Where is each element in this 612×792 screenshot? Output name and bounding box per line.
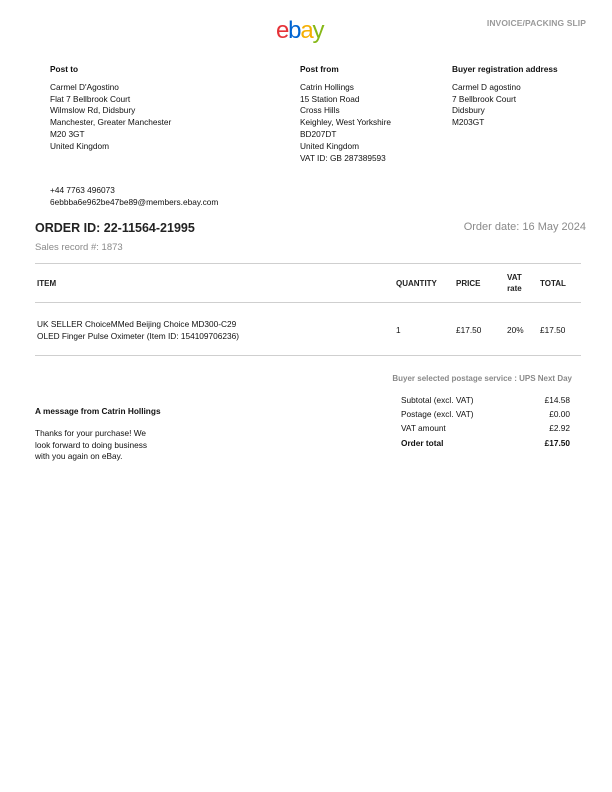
post-from-heading: Post from [300,64,339,74]
buyer-registration-heading: Buyer registration address [452,64,558,74]
table-row-item [37,319,239,342]
seller-message-line: look forward to doing business [35,439,148,450]
ebay-logo [276,16,338,46]
buyer-registration-line: Carmel D agostino [452,81,521,92]
vat-amount-label: VAT amount [401,423,446,433]
post-to-line: M20 3GT [50,128,85,139]
post-from-line: 15 Station Road [300,93,360,104]
column-header-vat-rate [507,272,522,294]
vat-amount-value: £2.92 [549,423,570,433]
post-from-line: Catrin Hollings [300,81,354,92]
subtotal-value: £14.58 [544,395,570,405]
column-header-item: ITEM [37,279,57,288]
row-vat-rate: 20% [507,325,524,335]
order-total-label: Order total [401,438,444,448]
column-header-vat-line2: rate [507,284,522,293]
post-from-line: Cross Hills [300,105,340,116]
ebay-logo-icon [276,16,338,46]
order-total-value: £17.50 [544,438,570,448]
buyer-email: 6ebbba6e962be47be89@members.ebay.com [50,196,219,207]
order-date: Order date: 16 May 2024 [463,221,586,233]
post-to-line: United Kingdom [50,140,110,151]
seller-message-heading: A message from Catrin Hollings [35,406,161,416]
post-from-line: United Kingdom [300,140,360,151]
row-quantity: 1 [396,325,401,335]
logo-letter-e: e [276,17,289,44]
seller-message-line: with you again on eBay. [35,451,123,461]
post-from-line: BD207DT [300,128,337,139]
table-top-divider [35,263,581,264]
column-header-quantity: QUANTITY [396,279,437,288]
seller-message-line: Thanks for your purchase! We [35,428,146,438]
subtotal-label: Subtotal (excl. VAT) [401,395,474,405]
postage-value: £0.00 [549,409,570,419]
post-from-line: Keighley, West Yorkshire [300,117,392,128]
column-header-price: PRICE [456,279,481,288]
buyer-registration-line: Didsbury [452,105,485,116]
sales-record: Sales record #: 1873 [35,242,123,253]
buyer-phone: +44 7763 496073 [50,185,115,195]
post-from-block [300,64,391,164]
document-type: INVOICE/PACKING SLIP [486,18,586,28]
postage-label: Postage (excl. VAT) [401,409,474,419]
table-header-divider [35,302,581,303]
logo-letter-y: y [312,17,324,44]
row-price: £17.50 [456,325,482,335]
row-total: £17.50 [540,325,566,335]
column-header-vat-line1: VAT [507,273,522,282]
buyer-registration-line: 7 Bellbrook Court [452,93,517,104]
buyer-registration-line: M203GT [452,117,485,128]
buyer-registration-block [452,64,558,129]
table-bottom-divider [35,355,581,356]
seller-message [35,428,185,463]
post-to-heading: Post to [50,64,79,74]
post-from-line: VAT ID: GB 287389593 [300,152,386,163]
postage-service: Buyer selected postage service : UPS Next Day [392,374,572,383]
contact-block [50,185,218,209]
svg-text:ebay [276,17,324,44]
post-to-line: Manchester, Greater Manchester [50,117,172,128]
post-to-block [50,64,171,153]
post-to-line: Flat 7 Bellbrook Court [50,93,131,104]
post-to-line: Carmel D'Agostino [50,81,119,92]
column-header-total: TOTAL [540,279,566,288]
item-title-line2: OLED Finger Pulse Oximeter (Item ID: 154109706236) [37,330,239,341]
order-id: ORDER ID: 22-11564-21995 [35,221,195,235]
logo-letter-a: a [300,17,313,44]
logo-letter-b: b [288,17,301,44]
post-to-line: Wilmslow Rd, Didsbury [50,105,136,116]
item-title-line1: UK SELLER ChoiceMMed Beijing Choice MD300-C29 [37,319,237,329]
